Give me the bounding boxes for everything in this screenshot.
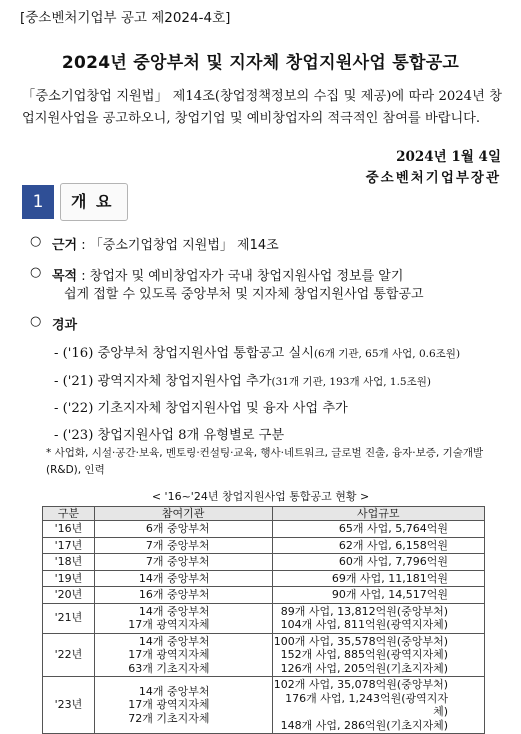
participants-cell-line: 14개 중앙부처 [138, 684, 210, 698]
year-cell [43, 587, 95, 604]
scale-cell [272, 570, 485, 587]
item-text-basis: : 「중소기업창업 지원법」 제14조 [77, 238, 279, 253]
year-cell-line: '21년 [54, 611, 83, 625]
participants-cell-line: 17개 광역지자체 [128, 618, 210, 631]
table-row [43, 570, 485, 587]
year-cell [43, 633, 95, 677]
participants-cell-line: 72개 기초지자체 [128, 711, 210, 725]
scale-cell-line: 104개 사업, 811억원(광역지자체) [280, 618, 448, 631]
participants-cell-line: 14개 중앙부처 [138, 604, 210, 618]
scale-cell-line: 90개 사업, 14,517억원 [331, 588, 448, 601]
year-cell [43, 554, 95, 571]
participants-cell-line: 7개 중앙부처 [145, 555, 210, 568]
participants-cell-line: 17개 광역지자체 [128, 648, 210, 661]
participants-cell-line: 6개 중앙부처 [145, 522, 210, 535]
history-item: - ('22) 기초지자체 창업지원사업 및 융자 사업 추가 [54, 401, 348, 416]
table-row [43, 554, 485, 571]
item-text-purpose: : 창업자 및 예비창업자가 국내 창업지원사업 정보를 알기 [77, 269, 404, 284]
bullet-marker: ○ [30, 234, 42, 249]
participants-cell-line: 7개 중앙부처 [145, 538, 210, 552]
participants-cell [94, 603, 272, 633]
history-item: - ('23) 창업지원사업 8개 유형별로 구분 [54, 428, 285, 443]
bullet-marker: ○ [30, 314, 42, 329]
participants-cell [94, 570, 272, 587]
participants-cell-line: 14개 중앙부처 [138, 634, 210, 648]
status-table [42, 506, 485, 734]
scale-cell-line: 100개 사업, 35,578억원(중앙부처) [273, 634, 448, 648]
scale-cell [272, 521, 485, 538]
scale-cell-line: 126개 사업, 205억원(기초지자체) [280, 661, 448, 675]
item-text-purpose-cont: 쉽게 접할 수 있도록 중앙부처 및 지자체 창업지원사업 통합공고 [64, 287, 424, 302]
history-item: - ('21) 광역지자체 창업지원사업 추가(31개 기관, 193개 사업, 1.5조원) [54, 374, 431, 389]
year-cell [43, 570, 95, 587]
year-cell [43, 603, 95, 633]
year-cell-line: '22년 [54, 648, 83, 661]
header-participants: 참여기관 [94, 507, 272, 521]
item-label-history: 경과 [52, 318, 78, 333]
notice-date: 2024년 1월 4일 [396, 149, 501, 165]
table-caption: < '16~'24년 창업지원사업 통합공고 현황 > [151, 490, 370, 503]
footnote: * 사업화, 시설·공간·보육, 멘토링·컨설팅·교육, 행사·네트워크, 글로벌 진출, 융자·보증, 기술개발(R&D), 인력 [46, 447, 484, 476]
intro-paragraph: 「중소기업창업 지원법」 제14조(창업정책정보의 수집 및 제공)에 따라 2024년 창업지원사업을 공고하오니, 창업기업 및 예비창업자의 적극적인 참여를 바랍니다. [22, 89, 502, 126]
participants-cell [94, 587, 272, 604]
scale-cell-line: 102개 사업, 35,078억원(중앙부처) [273, 678, 448, 691]
scale-cell [272, 537, 485, 554]
year-cell-line: '20년 [54, 588, 83, 601]
table-header-row [43, 507, 485, 521]
year-cell [43, 677, 95, 734]
scale-cell-line: 89개 사업, 13,812억원(중앙부처) [280, 604, 448, 618]
year-cell-line: '19년 [54, 571, 83, 585]
section-number-badge: 1 [22, 185, 54, 219]
header-scale: 사업규모 [272, 507, 485, 521]
scale-cell [272, 587, 485, 604]
scale-cell [272, 603, 485, 633]
bullet-marker: ○ [30, 265, 42, 280]
participants-cell [94, 537, 272, 554]
page-title: 2024년 중앙부처 및 지자체 창업지원사업 통합공고 [61, 53, 460, 73]
scale-cell-line: 65개 사업, 5,764억원 [338, 522, 448, 535]
participants-cell-line: 63개 기초지자체 [128, 661, 210, 675]
participants-cell [94, 554, 272, 571]
table-row [43, 587, 485, 604]
year-cell-line: '23년 [54, 698, 83, 712]
participants-cell [94, 633, 272, 677]
scale-cell-line: 152개 사업, 885억원(광역지자체) [280, 648, 448, 661]
scale-cell-line: 60개 사업, 7,796억원 [338, 555, 448, 568]
participants-cell-line: 17개 광역지자체 [128, 698, 210, 712]
notice-number: [중소벤처기업부 공고 제2024-4호] [20, 10, 231, 26]
scale-cell-line: 176개 사업, 1,243억원(광역지자체) [285, 691, 448, 718]
year-cell [43, 537, 95, 554]
history-item: - ('16) 중앙부처 창업지원사업 통합공고 실시(6개 기관, 65개 사업, 0.6조원) [54, 346, 461, 361]
participants-cell-line: 14개 중앙부처 [138, 571, 210, 585]
scale-cell [272, 677, 485, 734]
participants-cell [94, 521, 272, 538]
table-row [43, 677, 485, 734]
scale-cell-line: 148개 사업, 286억원(기초지자체) [280, 718, 448, 732]
scale-cell [272, 554, 485, 571]
item-label-basis: 근거 [52, 238, 78, 253]
table-row [43, 521, 485, 538]
table-row [43, 603, 485, 633]
participants-cell-line: 16개 중앙부처 [138, 588, 210, 601]
table-row [43, 633, 485, 677]
issuing-organization: 중소벤처기업부장관 [365, 170, 501, 186]
year-cell-line: '18년 [54, 555, 83, 568]
participants-cell [94, 677, 272, 734]
item-label-purpose: 목적 [52, 269, 78, 284]
scale-cell-line: 69개 사업, 11,181억원 [331, 571, 448, 585]
section-title: 개 요 [60, 183, 128, 221]
year-cell [43, 521, 95, 538]
year-cell-line: '17년 [54, 538, 83, 552]
table-row [43, 537, 485, 554]
year-cell-line: '16년 [54, 522, 83, 535]
scale-cell-line: 62개 사업, 6,158억원 [338, 538, 448, 552]
header-category: 구분 [43, 507, 95, 521]
scale-cell [272, 633, 485, 677]
